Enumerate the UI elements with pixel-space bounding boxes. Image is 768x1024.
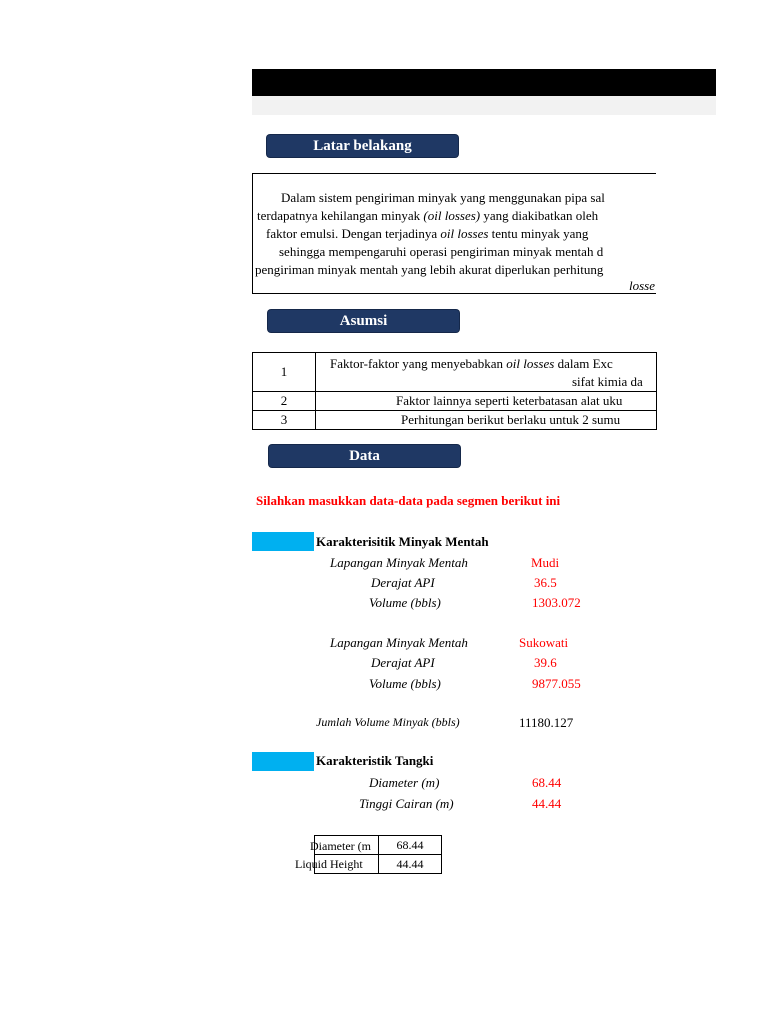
paragraph-line-4: sehingga mempengaruhi operasi pengiriman minyak mentah d — [279, 244, 604, 259]
volume-label-2: Volume (bbls) — [369, 676, 441, 691]
top-black-bar — [252, 69, 716, 96]
summary-value: 44.44 — [379, 855, 442, 874]
height-value[interactable]: 44.44 — [532, 796, 562, 811]
total-volume-value: 11180.127 — [519, 715, 574, 730]
crude-section-title: Karakterisitik Minyak Mentah — [316, 534, 489, 549]
summary-label: Diameter (m — [315, 836, 379, 855]
api-label-2: Derajat API — [371, 655, 435, 670]
header-asumsi: Asumsi — [268, 310, 459, 332]
diameter-value[interactable]: 68.44 — [532, 775, 562, 790]
tank-section-title: Karakteristik Tangki — [316, 753, 434, 768]
background-paragraph-box — [252, 173, 656, 294]
volume-value-2[interactable]: 9877.055 — [532, 676, 581, 691]
total-volume-label: Jumlah Volume Minyak (bbls) — [316, 715, 460, 729]
assumption-number: 3 — [253, 411, 316, 430]
table-row — [315, 855, 442, 874]
api-label-1: Derajat API — [371, 575, 435, 590]
assumption-text: Faktor-faktor yang menyebabkan oil losses dalam Exc sifat kimia da — [316, 353, 657, 392]
volume-label-1: Volume (bbls) — [369, 595, 441, 610]
summary-value: 68.44 — [379, 836, 442, 855]
section-marker-crude — [252, 532, 314, 551]
section-marker-tank — [252, 752, 314, 771]
table-row — [253, 392, 657, 411]
table-row — [253, 353, 657, 392]
paragraph-line-1: Dalam sistem pengiriman minyak yang menggunakan pipa sal — [281, 190, 605, 205]
table-row — [253, 411, 657, 430]
diameter-label: Diameter (m) — [369, 775, 440, 790]
paragraph-line-5: pengiriman minyak mentah yang lebih akurat diperlukan perhitung — [255, 262, 604, 277]
assumption-text: Perhitungan berikut berlaku untuk 2 sumu — [316, 411, 657, 430]
table-row — [315, 836, 442, 855]
header-data: Data — [269, 445, 460, 467]
height-label: Tinggi Cairan (m) — [359, 796, 454, 811]
summary-label: Liquid Height — [315, 855, 379, 874]
api-value-2[interactable]: 39.6 — [534, 655, 557, 670]
field-label-2: Lapangan Minyak Mentah — [330, 635, 468, 650]
assumption-number: 1 — [253, 353, 316, 392]
header-latar-belakang: Latar belakang — [267, 135, 458, 157]
volume-value-1[interactable]: 1303.072 — [532, 595, 581, 610]
field-label-1: Lapangan Minyak Mentah — [330, 555, 468, 570]
paragraph-line-3: faktor emulsi. Dengan terjadinya oil losses tentu minyak yang — [266, 226, 589, 241]
field-value-1[interactable]: Mudi — [531, 555, 560, 570]
top-grey-bar — [252, 96, 716, 115]
api-value-1[interactable]: 36.5 — [534, 575, 557, 590]
assumptions-table — [252, 352, 657, 430]
instruction-text: Silahkan masukkan data-data pada segmen berikut ini — [256, 493, 561, 508]
assumption-text: Faktor lainnya seperti keterbatasan alat uku — [316, 392, 657, 411]
paragraph-line-6: losse — [629, 278, 655, 293]
tank-summary-table — [295, 835, 442, 874]
paragraph-line-2: terdapatnya kehilangan minyak (oil losses) yang diakibatkan oleh — [257, 208, 599, 223]
assumption-number: 2 — [253, 392, 316, 411]
field-value-2[interactable]: Sukowati — [519, 635, 569, 650]
